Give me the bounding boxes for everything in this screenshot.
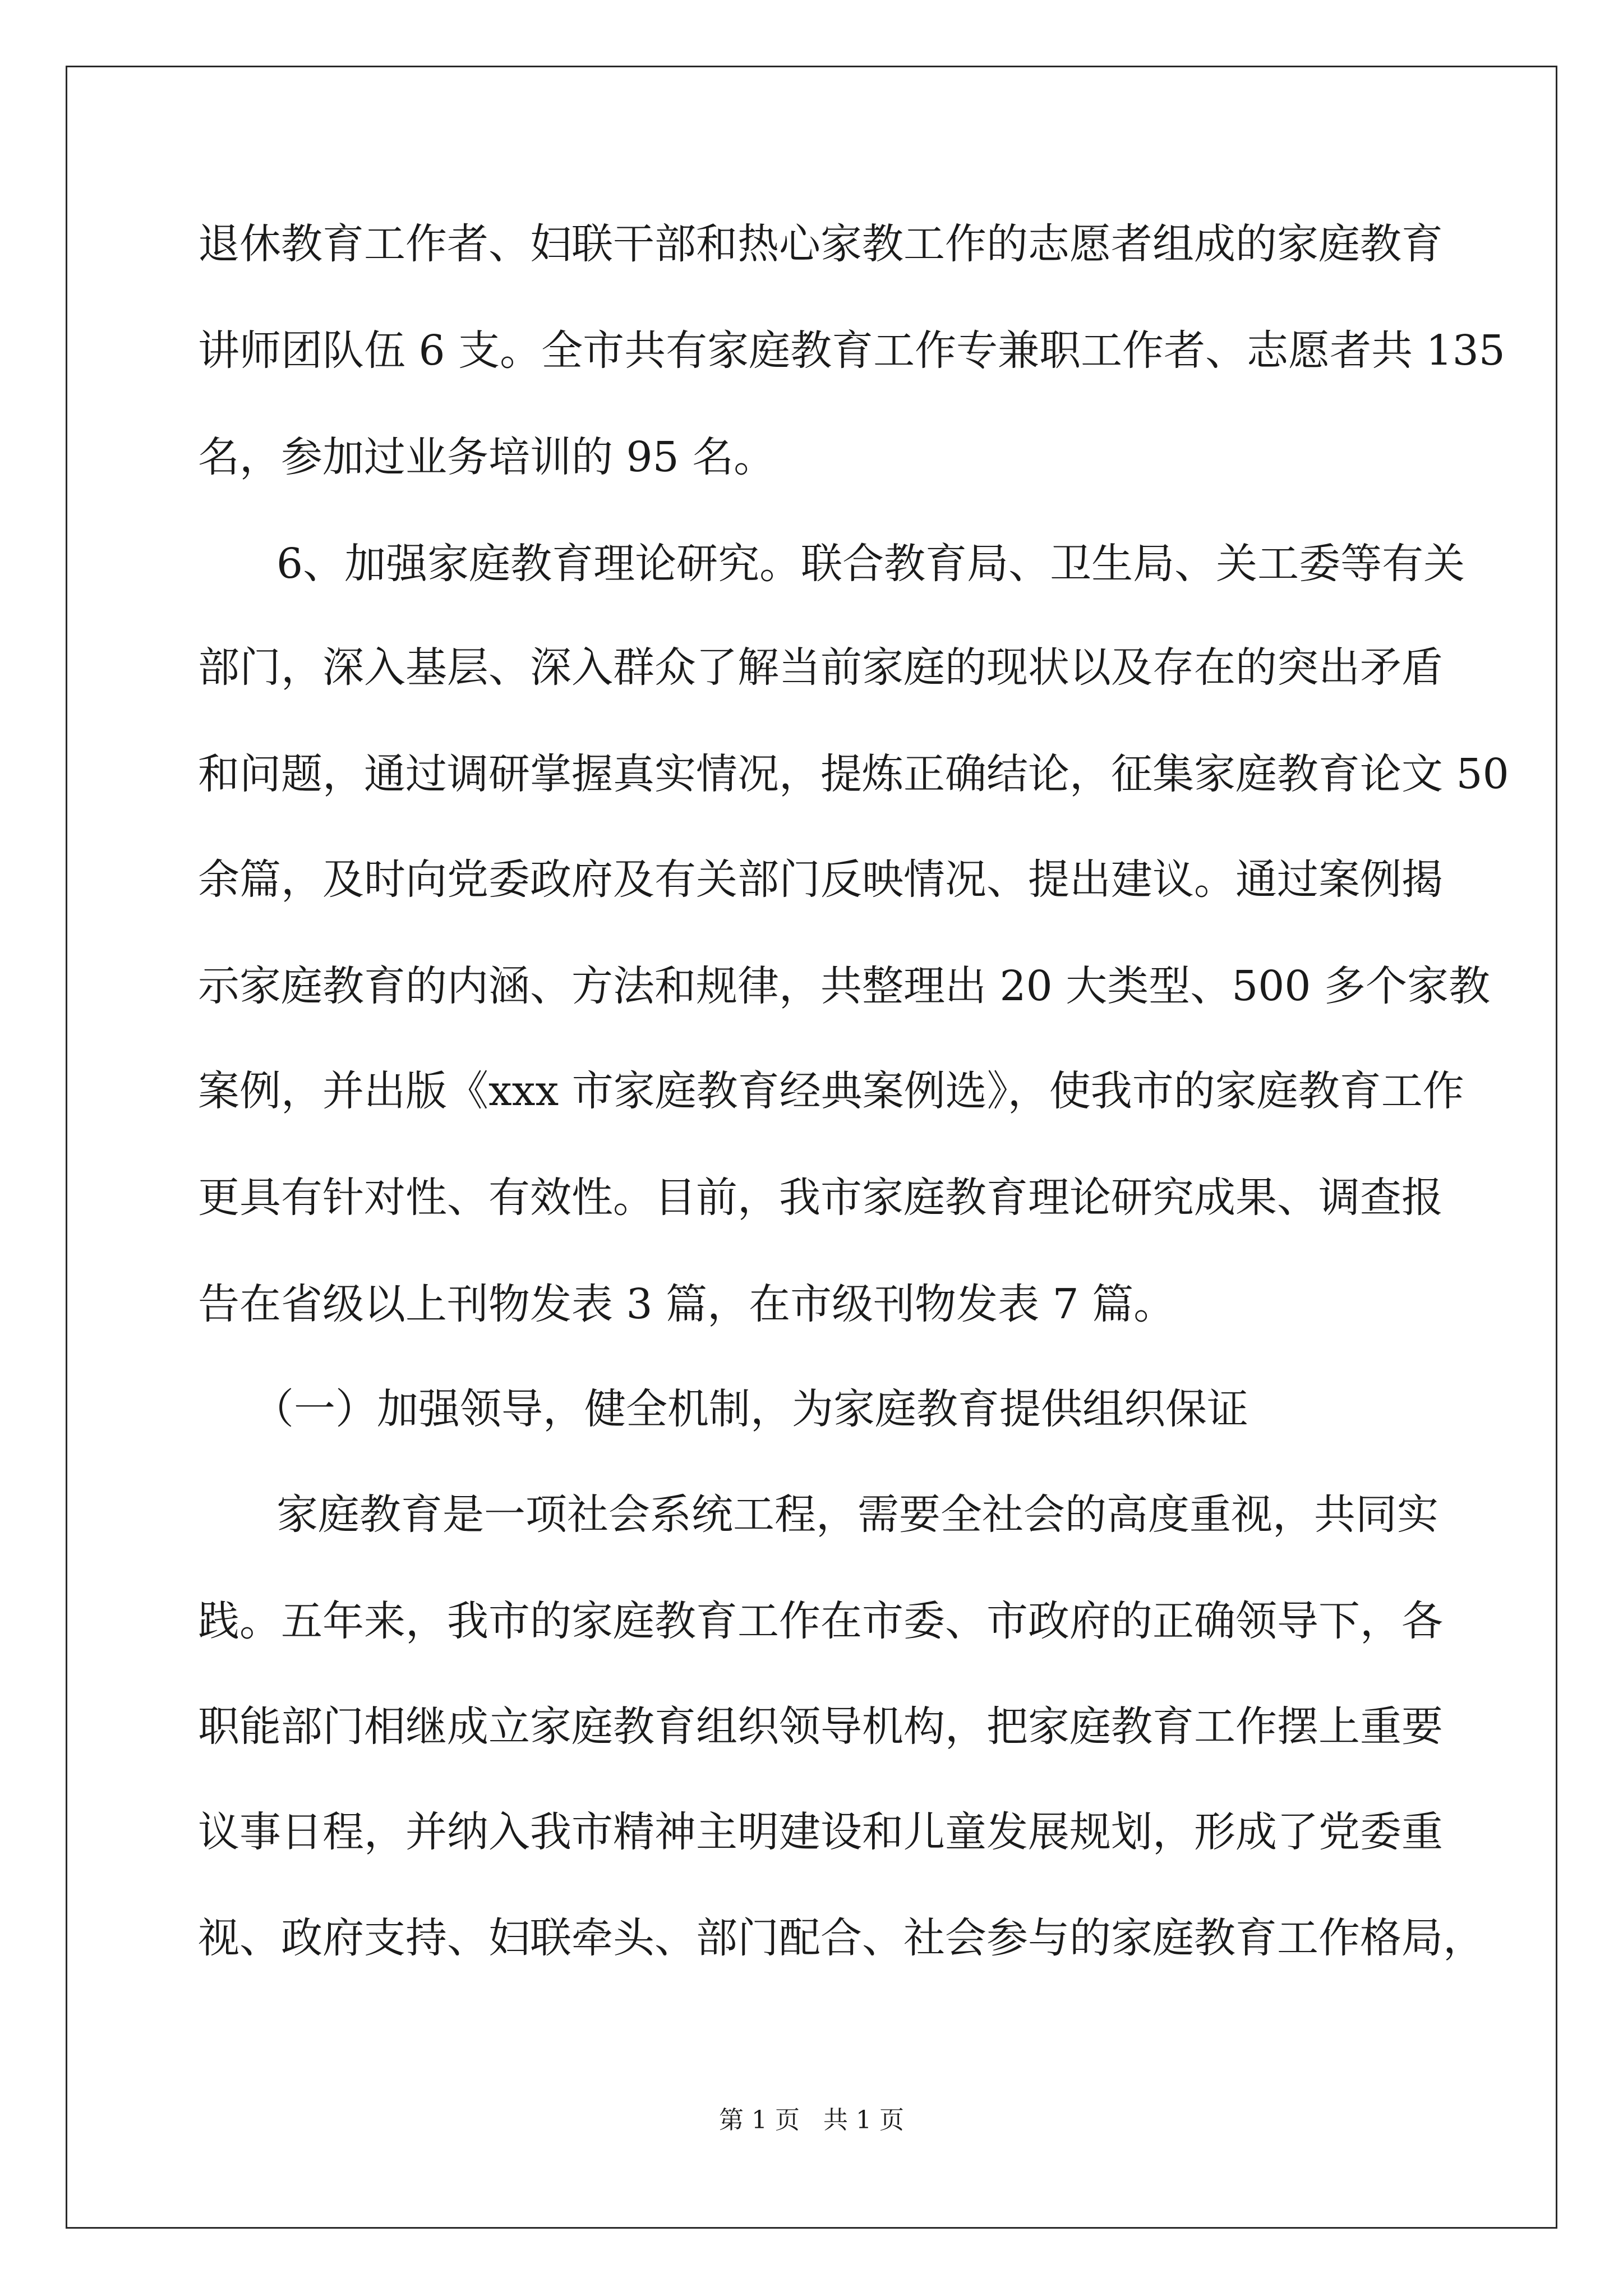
- text-line: 和问题，通过调研掌握真实情况，提炼正确结论，征集家庭教育论文 50: [198, 750, 1509, 798]
- text-line: 讲师团队伍 6 支。全市共有家庭教育工作专兼职工作者、志愿者共 135: [198, 326, 1505, 375]
- text-line: 职能部门相继成立家庭教育组织领导机构，把家庭教育工作摆上重要: [198, 1703, 1443, 1751]
- text-line: 议事日程，并纳入我市精神主明建设和儿童发展规划，形成了党委重: [198, 1808, 1443, 1856]
- text-line: 部门，深入基层、深入群众了解当前家庭的现状以及存在的突出矛盾: [198, 643, 1443, 692]
- page-footer: 第 1 页 共 1 页: [719, 2106, 904, 2134]
- page-border: [66, 66, 1557, 2229]
- text-line: 余篇，及时向党委政府及有关部门反映情况、提出建议。通过案例揭: [198, 855, 1443, 904]
- text-line: 践。五年来，我市的家庭教育工作在市委、市政府的正确领导下，各: [198, 1597, 1443, 1645]
- text-line: 示家庭教育的内涵、方法和规律，共整理出 20 大类型、500 多个家教: [198, 962, 1490, 1010]
- text-line: 告在省级以上刊物发表 3 篇，在市级刊物发表 7 篇。: [198, 1280, 1175, 1328]
- text-line: 视、政府支持、妇联牵头、部门配合、社会参与的家庭教育工作格局，: [198, 1914, 1484, 1962]
- text-line: 更具有针对性、有效性。目前，我市家庭教育理论研究成果、调查报: [198, 1174, 1443, 1222]
- text-line: 家庭教育是一项社会系统工程，需要全社会的高度重视，共同实: [276, 1490, 1438, 1539]
- text-line: 名，参加过业务培训的 95 名。: [198, 433, 776, 481]
- text-line: 案例，并出版《xxx 市家庭教育经典案例选》，使我市的家庭教育工作: [198, 1067, 1464, 1115]
- text-line: 退休教育工作者、妇联干部和热心家教工作的志愿者组成的家庭教育: [198, 220, 1443, 268]
- section-heading: （一）加强领导，健全机制，为家庭教育提供组织保证: [252, 1385, 1248, 1433]
- text-line: 6、加强家庭教育理论研究。联合教育局、卫生局、关工委等有关: [276, 540, 1465, 588]
